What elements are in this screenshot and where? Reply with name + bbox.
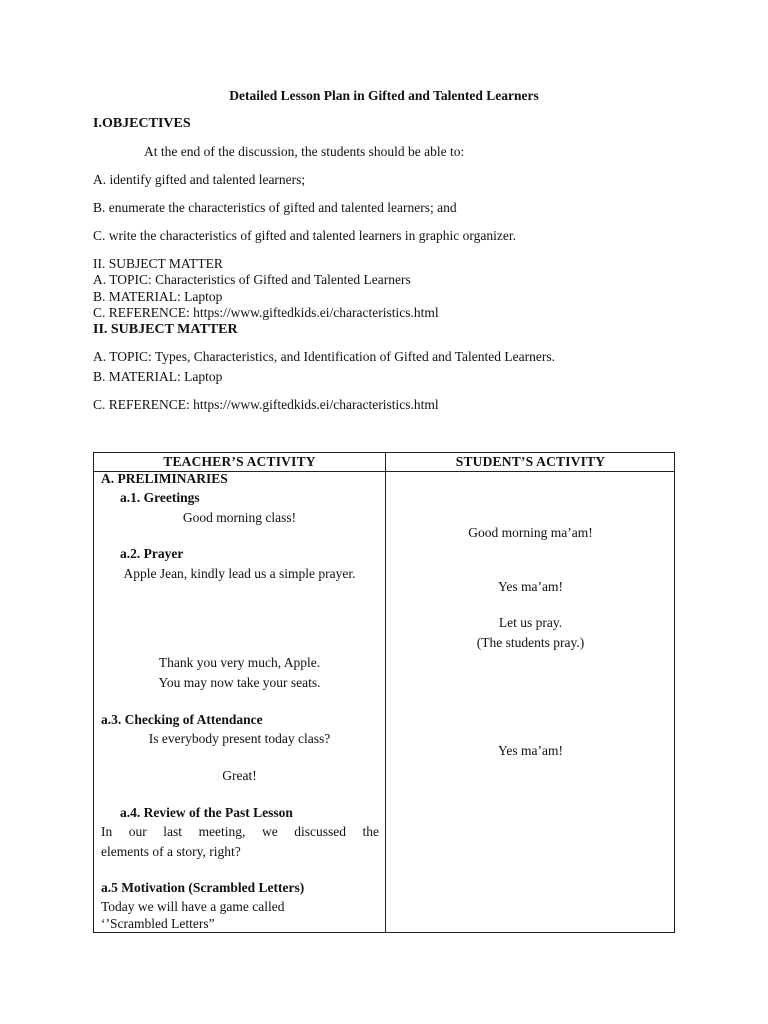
prayer-teacher-line: Apple Jean, kindly lead us a simple prayer. [123,566,356,581]
objectives-intro: At the end of the discussion, the students should be able to: [144,144,465,159]
motivation-line-2: ‘’Scrambled Letters” [101,916,215,931]
prayer-student-reply: Yes ma’am! [498,579,563,594]
motivation-heading: a.5 Motivation (Scrambled Letters) [101,880,305,895]
subject-matter-material-1: B. MATERIAL: Laptop [93,289,223,304]
great-line: Great! [222,768,257,783]
objective-item-a: A. identify gifted and talented learners; [93,172,306,187]
objective-item-c: C. write the characteristics of gifted and talented learners in graphic organizer. [93,228,516,243]
prayer-student-lead: Let us pray. [498,615,563,630]
greetings-heading: a.1. Greetings [120,490,200,505]
review-line-2: elements of a story, right? [101,844,241,859]
greetings-teacher-line: Good morning class! [182,510,297,525]
attendance-student-line: Yes ma’am! [498,743,563,758]
lesson-activity-table [93,452,675,933]
objective-item-b: B. enumerate the characteristics of gifted and talented learners; and [93,200,457,215]
subject-matter-heading-1: II. SUBJECT MATTER [93,256,223,271]
prayer-student-action: (The students pray.) [476,635,585,650]
prayer-heading: a.2. Prayer [120,546,184,561]
objectives-heading: I.OBJECTIVES [93,116,191,131]
attendance-heading: a.3. Checking of Attendance [101,712,263,727]
review-line-1: In our last meeting, we discussed the [101,824,379,839]
document-title: Detailed Lesson Plan in Gifted and Talented Learners [229,88,539,103]
student-activity-header: STUDENT’S ACTIVITY [455,454,606,469]
subject-matter-reference-1: C. REFERENCE: https://www.giftedkids.ei/characteristics.html [93,305,439,320]
subject-matter-topic-1: A. TOPIC: Characteristics of Gifted and Talented Learners [93,272,411,287]
preliminaries-heading: A. PRELIMINARIES [101,471,228,486]
thanks-line-2: You may now take your seats. [158,675,321,690]
thanks-line-1: Thank you very much, Apple. [158,655,321,670]
subject-matter-heading-2: II. SUBJECT MATTER [93,322,238,337]
subject-matter-material-2: B. MATERIAL: Laptop [93,369,223,384]
subject-matter-topic-2: A. TOPIC: Types, Characteristics, and Identification of Gifted and Talented Learners. [93,349,555,364]
subject-matter-reference-2: C. REFERENCE: https://www.giftedkids.ei/characteristics.html [93,397,439,412]
teacher-activity-header: TEACHER’S ACTIVITY [163,454,316,469]
attendance-teacher-line: Is everybody present today class? [148,731,331,746]
review-heading: a.4. Review of the Past Lesson [120,805,293,820]
greetings-student-line: Good morning ma’am! [468,525,593,540]
motivation-line-1: Today we will have a game called [101,899,285,914]
